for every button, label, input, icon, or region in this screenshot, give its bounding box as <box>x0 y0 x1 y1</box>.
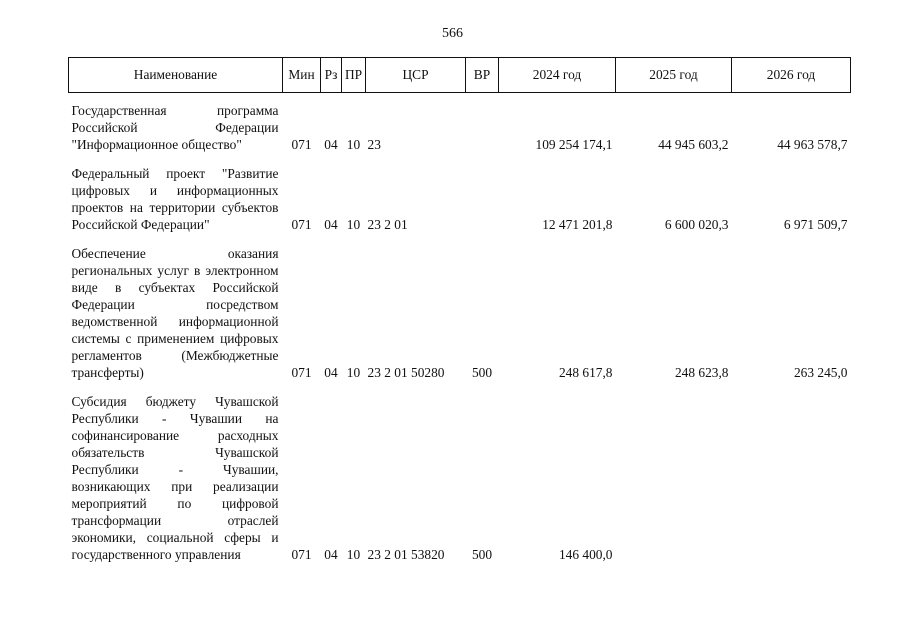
row-pr: 10 <box>346 137 361 152</box>
row-2025: 44 945 603,2 <box>658 137 729 152</box>
row-min: 071 <box>291 137 312 152</box>
row-name: Государственная программа Российской Федерации "Информационное общество" <box>71 103 279 152</box>
row-rz: 04 <box>324 547 338 562</box>
row-name: Обеспечение оказания региональных услуг в электронном виде в субъектах Российской Федерации посредством ведомственной информационной системы с применением цифровых регламентов (Межбюджетные трансферты) <box>71 246 279 380</box>
row-pr: 10 <box>346 547 361 562</box>
table-row <box>69 102 851 165</box>
row-2026: 6 971 509,7 <box>783 217 848 232</box>
row-2024: 146 400,0 <box>558 547 613 562</box>
row-csr: 23 <box>367 137 381 152</box>
header-rz: Рз <box>321 58 342 93</box>
row-csr: 23 2 01 53820 <box>367 547 445 562</box>
header-vr: ВР <box>466 58 499 93</box>
header-2026: 2026 год <box>732 58 851 93</box>
page-number: 566 <box>442 26 463 41</box>
header-pr: ПР <box>342 58 366 93</box>
row-2026: 263 245,0 <box>793 365 848 380</box>
header-2024: 2024 год <box>499 58 616 93</box>
row-2024: 109 254 174,1 <box>535 137 613 152</box>
row-name: Федеральный проект "Развитие цифровых и информационных проектов на территории субъектов Российской Федерации" <box>71 166 279 232</box>
row-min: 071 <box>291 365 312 380</box>
budget-table <box>68 57 851 575</box>
table-row <box>69 245 851 393</box>
table-header-row <box>69 58 851 93</box>
row-vr: 500 <box>471 365 493 380</box>
header-name: Наименование <box>69 58 283 93</box>
header-2025: 2025 год <box>616 58 732 93</box>
row-vr <box>466 102 499 165</box>
table-row <box>69 165 851 245</box>
row-2024: 12 471 201,8 <box>542 217 613 232</box>
row-csr: 23 2 01 <box>367 217 408 232</box>
row-rz: 04 <box>324 365 338 380</box>
row-pr: 10 <box>346 217 361 232</box>
row-csr: 23 2 01 50280 <box>367 365 445 380</box>
row-rz: 04 <box>324 137 338 152</box>
row-vr: 500 <box>471 547 493 562</box>
row-2025: 6 600 020,3 <box>664 217 729 232</box>
row-2025 <box>616 393 732 575</box>
row-2026 <box>732 393 851 575</box>
row-min: 071 <box>291 547 312 562</box>
row-min: 071 <box>291 217 312 232</box>
row-2025: 248 623,8 <box>674 365 729 380</box>
row-name: Субсидия бюджету Чувашской Республики - Чувашии на софинансирование расходных обязательств Чувашской Республики - Чувашии, возникающих при реализации мероприятий по цифровой трансформации отраслей экономики, социальной сферы и государственного управления <box>71 394 279 562</box>
row-rz: 04 <box>324 217 338 232</box>
header-csr: ЦСР <box>366 58 466 93</box>
row-2026: 44 963 578,7 <box>777 137 848 152</box>
header-min: Мин <box>283 58 321 93</box>
row-pr: 10 <box>346 365 361 380</box>
table-row <box>69 393 851 575</box>
row-vr <box>466 165 499 245</box>
row-2024: 248 617,8 <box>558 365 613 380</box>
